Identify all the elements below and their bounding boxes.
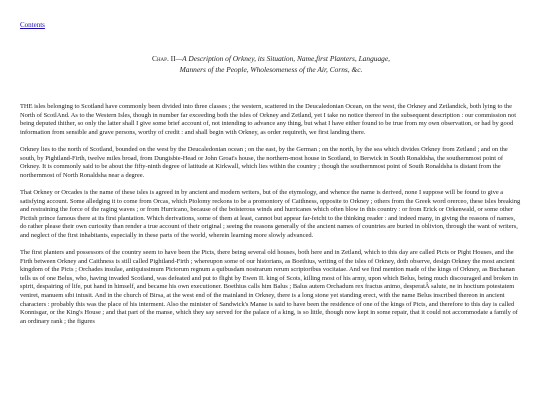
chapter-heading [20, 54, 522, 75]
chapter-title-line2: Manners of the People, Wholesomeness of the Air, Corns, &c. [179, 64, 363, 74]
paragraph-name-etymology: That Orkney or Orcades is the name of these isles is agreed in by ancient and modern writers, but of the etymology, and whence the name is derived, none I suppose will be found to give a satisfying account. Some alledging it to come from Orcas, which Ptolomy reckons to be a promontory of Caithness, opposite to Orkney ; others from the Greek word orerceo, these isles breaking and restraining the force of the raging waves ; or from Hurricano, because of the boisterous winds and hurricanes which often blow in this country : or from Erick or Orkenwald, or some other Pictish prince famous there at its first plantation. Which derivations, some of them at least, cannot but appear far-fetcht to the thinking reader : and indeed many, in giving the reasons of names, do rather please their own curiosity than render a true account of their original ; seeing the reasons generally of the ancient names of countries are buried in oblivion, through the want of writers, and neglect of the first inhabitants, especially in these parts of the world, wherein learning more slowly advanced. [20, 188, 521, 239]
chapter-label: Chap. II [152, 54, 176, 63]
chapter-body [20, 103, 522, 326]
paragraph-orkney-location: Orkney lies to the north of Scotland, bounded on the west by the Deucaledonian ocean ; on the east, by the German ; on the north, by the sea which divides Orkney from Zetland ; and on the south, by Pightland-Firth, twelve miles broad, from Dungisbie-Head or John Groat's house, the northern-most house in Scotland, to Berwick in South Ronaldsha, the southernmost point of Orkney. It is commonly said to be about the fifty-ninth degree of latitude at Kirkwall, which lies within the country ; though the southernmost point of South Ronaldsha is distant from the northernmost of North Ronaldsha near a degree. [20, 145, 508, 179]
contents-link[interactable]: Contents [20, 21, 45, 29]
chapter-title-line1: A Description of Orkney, its Situation, Name,first Planters, Language, [182, 54, 390, 63]
document-page [20, 14, 522, 326]
chapter-dash: — [175, 54, 183, 63]
paragraph-isles-classes: THE isles belonging to Scotland have commonly been divided into three classes ; the western, scattered in the Deucaledonian Ocean, on the west, the Orkney and Zetlandick, both lying to the North of ScotlAnd. As to the Western Isles, though in number far exceeding both the isles of Orkney and Zetland, yet I take no notice thereof in the subsequent description : our commission not being deputed thither, so only the latter shall I give some brief account of, not intending to advance any thing, but what I have either found to be true from my own observation, or had by good information from sensible and grave persons, worthy of credit : and shall begin with Orkney, as order requireth, we first landing there. [20, 103, 517, 136]
paragraph-first-planters: The first planters and possessors of the country seem to have been the Picts, there being several old houses, both here and in Zetland, which to this day are called Picts or Pight Houses, and the Firth between Orkney and Caithness is still called Pightland-Firth ; whereupon some of our historians, as Boethius, writing of the isles of Orkney, doth observe, design Orkney the most ancient kingdom of the Picts ; Orchades insulae, antiquissimum Pictorum regnum a quibusdam nostrarum rerum scriptoribus vocitatae. And we find mention made of the kings of Orkney, as Buchanan tells us of one Belus, who, having invaded Scotland, was defeated and put to flight by Ewen II. king of Scots, killing most of his army, upon which Belus, being much discouraged and broken in spirit, despairing of life, put hand in himself, and became his own executioner. Boethius calls him Balus ; Balus autem Orchadum rex fractus animo, desperatÂ salute, ne in hoctium potestatem veniret, manuem sibi intusit. And in the church of Birsa, at the west end of the mainland in Orkney, there is a long stone yet standing erect, with the name Belus inscribed thereon in ancient characters : probably this was the place of his interment. Also the minister of Sandwick's Manse is said to have been the residence of one of the kings of Picts, and therefore to this day is called Konnisgar, or the King's House ; and that part of the manse, which they say served for the palace of a king, is so little, though now kept in some repair, that it could not accommodate a family of an ordinary rank ; the figures [20, 249, 518, 325]
